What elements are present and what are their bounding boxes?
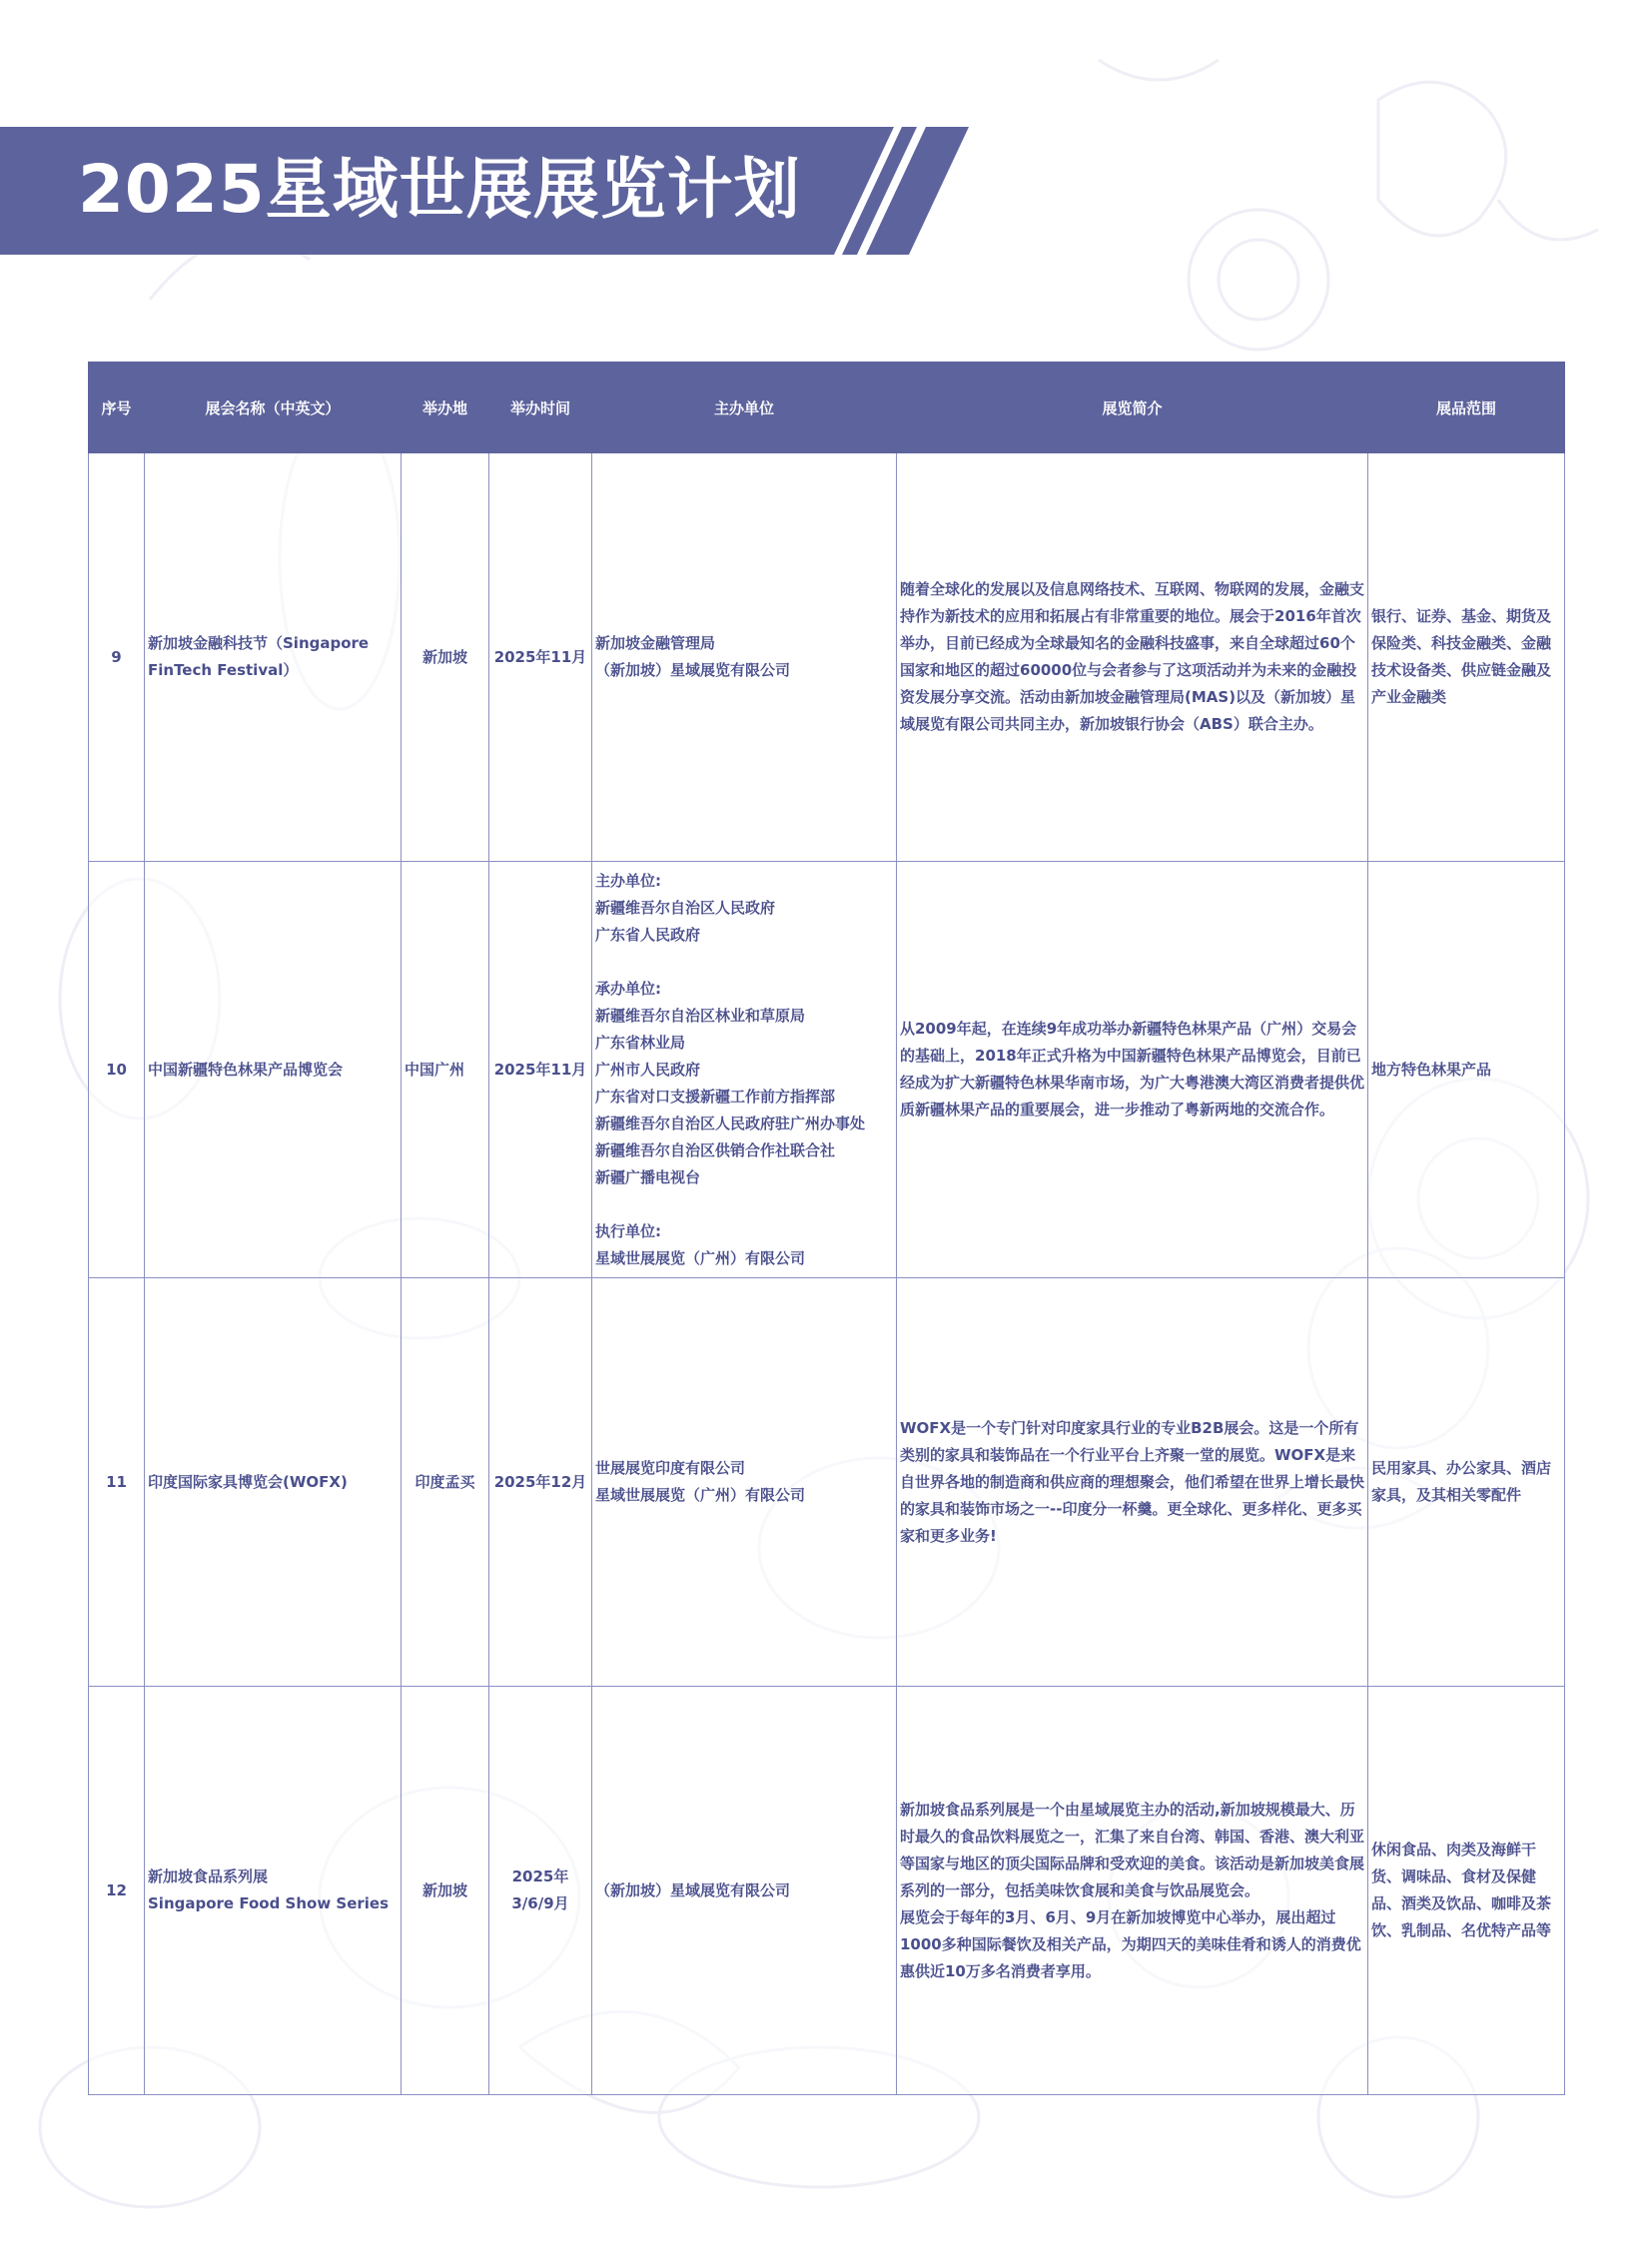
header-place: 举办地 bbox=[402, 363, 489, 453]
exhibition-scope: 地方特色林果产品 bbox=[1368, 862, 1565, 1278]
row-no: 12 bbox=[89, 1687, 145, 2095]
exhibition-name: 新加坡食品系列展 Singapore Food Show Series bbox=[145, 1687, 402, 2095]
header-organizer: 主办单位 bbox=[592, 363, 897, 453]
table-row bbox=[89, 1278, 1565, 1687]
page-title: 2025星域世展展览计划 bbox=[78, 151, 801, 228]
exhibition-place: 印度孟买 bbox=[402, 1278, 489, 1687]
exhibition-organizer: （新加坡）星域展览有限公司 bbox=[592, 1687, 897, 2095]
exhibition-place: 新加坡 bbox=[402, 1687, 489, 2095]
exhibition-intro: 随着全球化的发展以及信息网络技术、互联网、物联网的发展，金融支持作为新技术的应用和拓展占有非常重要的地位。展会于2016年首次举办，目前已经成为全球最知名的金融科技盛事，来自全球超过60个国家和地区的超过60000位与会者参与了这项活动并为未来的金融投资发展分享交流。活动由新加坡金融管理局(MAS)以及（新加坡）星域展览有限公司共同主办，新加坡银行协会（ABS）联合主办。 bbox=[897, 453, 1368, 862]
table-row bbox=[89, 862, 1565, 1278]
exhibition-scope: 银行、证券、基金、期货及保险类、科技金融类、金融技术设备类、供应链金融及产业金融类 bbox=[1368, 453, 1565, 862]
exhibition-time: 2025年11月 bbox=[489, 862, 592, 1278]
exhibition-time: 2025年12月 bbox=[489, 1278, 592, 1687]
exhibition-time: 2025年11月 bbox=[489, 453, 592, 862]
header-intro: 展览简介 bbox=[897, 363, 1368, 453]
table-row bbox=[89, 453, 1565, 862]
exhibition-table bbox=[88, 362, 1565, 2095]
exhibition-place: 新加坡 bbox=[402, 453, 489, 862]
table-row bbox=[89, 1687, 1565, 2095]
exhibition-organizer: 主办单位: 新疆维吾尔自治区人民政府 广东省人民政府 承办单位: 新疆维吾尔自治区林业和草原局 广东省林业局 广州市人民政府 广东省对口支援新疆工作前方指挥部 新疆维吾尔自治区人民政府驻广州办事处 新疆维吾尔自治区供销合作社联合社 新疆广播电视台 执行单位: 星域世展展览（广州）有限公司 bbox=[592, 862, 897, 1278]
row-no: 10 bbox=[89, 862, 145, 1278]
exhibition-scope: 民用家具、办公家具、酒店家具，及其相关零配件 bbox=[1368, 1278, 1565, 1687]
table-header-row bbox=[89, 363, 1565, 453]
exhibition-name: 新加坡金融科技节（Singapore FinTech Festival） bbox=[145, 453, 402, 862]
exhibition-name: 印度国际家具博览会(WOFX) bbox=[145, 1278, 402, 1687]
exhibition-intro: 从2009年起，在连续9年成功举办新疆特色林果产品（广州）交易会的基础上，2018年正式升格为中国新疆特色林果产品博览会，目前已经成为扩大新疆特色林果华南市场，为广大粤港澳大湾区消费者提供优质新疆林果产品的重要展会，进一步推动了粤新两地的交流合作。 bbox=[897, 862, 1368, 1278]
exhibition-intro: WOFX是一个专门针对印度家具行业的专业B2B展会。这是一个所有类别的家具和装饰品在一个行业平台上齐聚一堂的展览。WOFX是来自世界各地的制造商和供应商的理想聚会，他们希望在世界上增长最快的家具和装饰市场之一--印度分一杯羹。更全球化、更多样化、更多买家和更多业务! bbox=[897, 1278, 1368, 1687]
exhibition-organizer: 世展展览印度有限公司 星域世展展览（广州）有限公司 bbox=[592, 1278, 897, 1687]
title-banner bbox=[0, 127, 969, 255]
header-name: 展会名称（中英文） bbox=[145, 363, 402, 453]
header-no: 序号 bbox=[89, 363, 145, 453]
exhibition-intro: 新加坡食品系列展是一个由星域展览主办的活动,新加坡规模最大、历时最久的食品饮料展览之一，汇集了来自台湾、韩国、香港、澳大利亚等国家与地区的顶尖国际品牌和受欢迎的美食。该活动是新加坡美食展系列的一部分，包括美味饮食展和美食与饮品展览会。 展览会于每年的3月、6月、9月在新加坡博览中心举办，展出超过1000多种国际餐饮及相关产品，为期四天的美味佳肴和诱人的消费优惠供近10万多名消费者享用。 bbox=[897, 1687, 1368, 2095]
header-time: 举办时间 bbox=[489, 363, 592, 453]
exhibition-organizer: 新加坡金融管理局 （新加坡）星域展览有限公司 bbox=[592, 453, 897, 862]
row-no: 11 bbox=[89, 1278, 145, 1687]
header-scope: 展品范围 bbox=[1368, 363, 1565, 453]
exhibition-name: 中国新疆特色林果产品博览会 bbox=[145, 862, 402, 1278]
exhibition-place: 中国广州 bbox=[402, 862, 489, 1278]
exhibition-scope: 休闲食品、肉类及海鲜干货、调味品、食材及保健品、酒类及饮品、咖啡及茶饮、乳制品、名优特产品等 bbox=[1368, 1687, 1565, 2095]
row-no: 9 bbox=[89, 453, 145, 862]
exhibition-time: 2025年3/6/9月 bbox=[489, 1687, 592, 2095]
